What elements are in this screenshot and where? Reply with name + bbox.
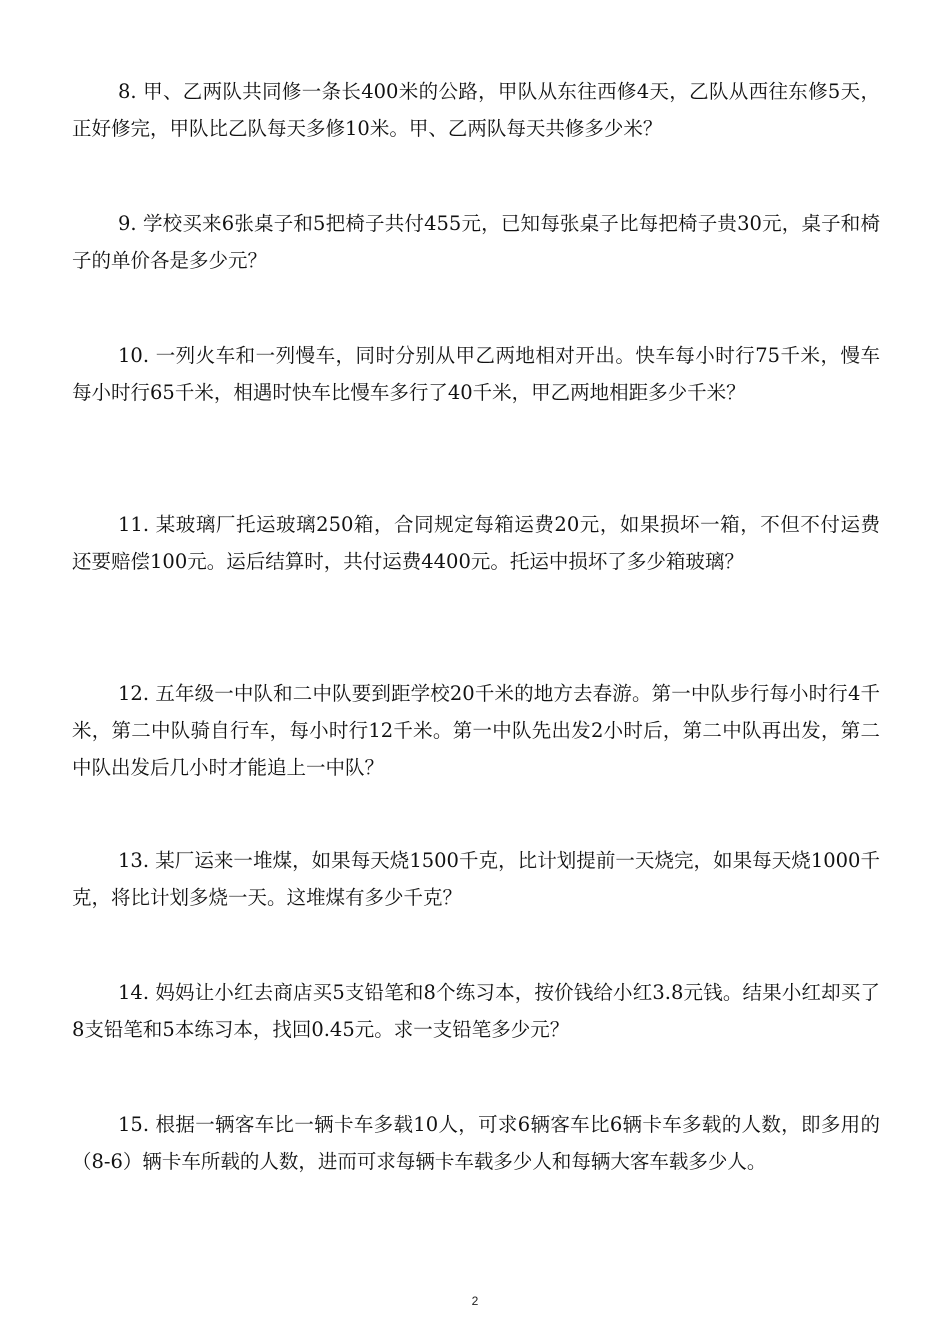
problem-11: 11. 某玻璃厂托运玻璃250箱，合同规定每箱运费20元，如果损坏一箱，不但不付运费还要赔偿100元。运后结算时，共付运费4400元。托运中损坏了多少箱玻璃？ <box>72 513 880 573</box>
problem-8: 8. 甲、乙两队共同修一条长400米的公路，甲队从东往西修4天，乙队从西往东修5天，正好修完，甲队比乙队每天多修10米。甲、乙两队每天共修多少米？ <box>72 80 880 140</box>
problem-14: 14. 妈妈让小红去商店买5支铅笔和8个练习本，按价钱给小红3.8元钱。结果小红却买了8支铅笔和5本练习本，找回0.45元。求一支铅笔多少元？ <box>72 981 880 1041</box>
problem-10: 10. 一列火车和一列慢车，同时分别从甲乙两地相对开出。快车每小时行75千米，慢车每小时行65千米，相遇时快车比慢车多行了40千米，甲乙两地相距多少千米？ <box>72 344 880 404</box>
problem-9: 9. 学校买来6张桌子和5把椅子共付455元，已知每张桌子比每把椅子贵30元，桌子和椅子的单价各是多少元？ <box>72 212 880 272</box>
page-number: 2 <box>471 1294 479 1308</box>
problem-15: 15. 根据一辆客车比一辆卡车多载10人，可求6辆客车比6辆卡车多载的人数，即多用的（8-6）辆卡车所载的人数，进而可求每辆卡车载多少人和每辆大客车载多少人。 <box>72 1113 880 1173</box>
problem-12: 12. 五年级一中队和二中队要到距学校20千米的地方去春游。第一中队步行每小时行4千米，第二中队骑自行车，每小时行12千米。第一中队先出发2小时后，第二中队再出发，第二中队出发后几小时才能追上一中队？ <box>72 682 880 779</box>
problem-13: 13. 某厂运来一堆煤，如果每天烧1500千克，比计划提前一天烧完，如果每天烧1000千克，将比计划多烧一天。这堆煤有多少千克？ <box>72 849 880 909</box>
